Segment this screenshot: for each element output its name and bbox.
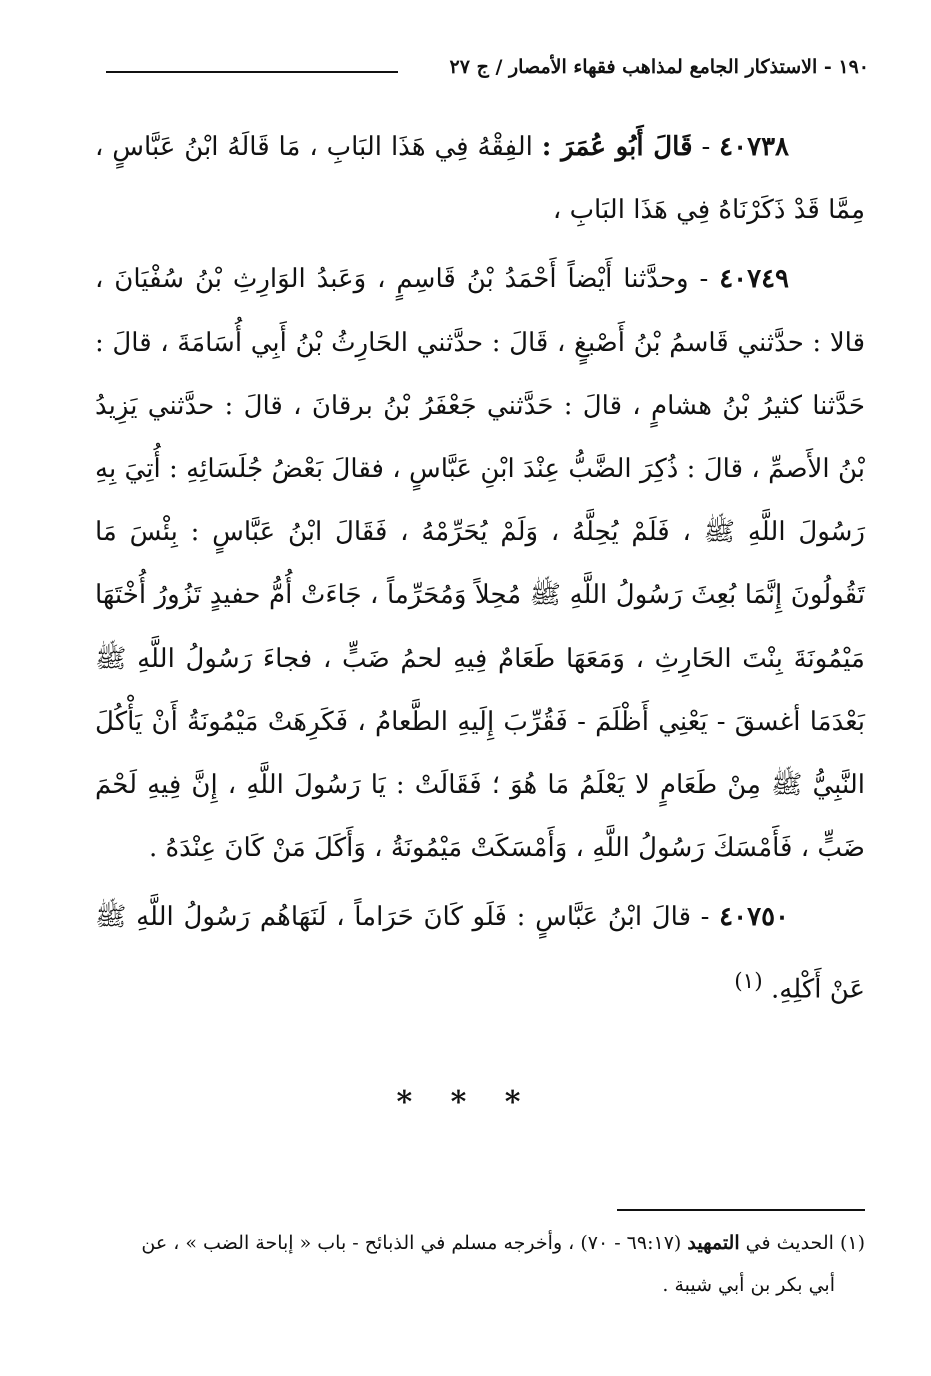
speaker-phrase: قَالَ أَبُو عُمَرَ : [541,132,693,162]
paragraph-number: ٤٠٧٥٠ [719,902,789,933]
paragraph-40749 [95,248,865,880]
number-dash: - [692,132,711,162]
number-dash: - [691,902,710,933]
paragraph-number: ٤٠٧٣٨ [719,132,789,162]
paragraph-40750 [95,886,865,1021]
footnote-text-rest: (٦٩:١٧ - ٧٠) ، وأخرجه مسلم في الذبائح - باب « إباحة الضب » ، عن [141,1232,682,1254]
paragraph-text: الفِقْهُ فِي هَذَا البَابِ ، مَا قَالَهُ ابْنُ عَبَّاسٍ ، مِمَّا قَدْ ذَكَرْنَاهُ فِي هَذَا البَابِ ، [95,132,865,226]
paragraph-text: وحدَّثنا أَيْضاً أَحْمَدُ بْنُ قَاسِمٍ ، وَعَبدُ الوَارِثِ بْنُ سُفْيَانَ ، قالا : حدَّثني قَاسمُ بْنُ أَصْبغٍ ، قَالَ : حدَّثني الحَارِثُ بْنُ أَبِي أُسَامَةَ ، قالَ : حَدَّثنا كثيرُ بْنُ هشامٍ ، قالَ : حَدَّثني جَعْفَرُ بْنُ برقانَ ، قالَ : حدَّثني يَزِيدُ بْنُ الأَصمِّ ، قالَ : ذُكِرَ الضَّبُّ عِنْدَ ابْنِ عَبَّاسٍ ، فقالَ بَعْضُ جُلَسَائِهِ : أُتِيَ بِهِ رَسُولَ اللَّهِ ﷺ ، فَلَمْ يُحِلَّهُ ، وَلَمْ يُحَرِّمْهُ ، فَقَالَ ابْنُ عَبَّاسٍ : بِئْسَ مَا تَقُولُونَ إِنَّمَا بُعِثَ رَسُولُ اللَّهِ ﷺ مُحِلاً وَمُحَرِّماً ، جَاءَتْ أُمُّ حفيدٍ تَزُورُ أُخْتَهَا مَيْمُونَةَ بِنْتَ الحَارِثِ ، وَمَعَهَا طَعَامٌ فِيهِ لحمُ ضَبٍّ ، فجاءَ رَسُولُ اللَّهِ ﷺ بَعْدَمَا أغسقَ - يَعْنِي أَظْلَمَ - فَقُرِّبَ إِلَيهِ الطَّعامُ ، فَكَرِهَتْ مَيْمُونَةُ أَنْ يَأْكُلَ النَّبِيُّ ﷺ مِنْ طَعَامٍ لا يَعْلَمُ مَا هُوَ ؛ فَقَالَتْ : يَا رَسُولَ اللَّهِ ، إِنَّ فِيهِ لَحْمَ ضَبٍّ ، فَأَمْسَكَ رَسُولُ اللَّهِ ، وَأَمْسَكَتْ مَيْمُونَةُ ، وَأَكَلَ مَنْ كَانَ عِنْدَهُ . [95,264,865,864]
footnote-line-1 [95,1222,865,1264]
footnote-line-2: أبي بكر بن أبي شيبة . [662,1274,835,1296]
footnote-marker: (١) [839,1232,865,1254]
number-dash: - [688,264,709,295]
footnote [95,1222,865,1306]
footnote-rule [617,1209,865,1211]
paragraph-40738 [95,116,865,242]
head-dash: - [817,56,832,78]
footnote-text-start: الحديث في [745,1232,834,1254]
paragraph-number: ٤٠٧٤٩ [719,264,790,295]
paragraph-text: قالَ ابْنُ عَبَّاسٍ : فَلَو كَانَ حَرَاماً ، لَنَهَاهُم رَسُولُ اللَّهِ ﷺ عَنْ أَكْلِهِ. [95,902,865,1005]
book-title: الاستذكار الجامع لمذاهب فقهاء الأمصار / ج ٢٧ [449,56,818,78]
section-separator: * * * [396,1085,535,1120]
header-rule [106,71,398,73]
page-number: ١٩٠ [838,56,869,78]
footnote-book-title: التمهيد [687,1232,740,1254]
main-text [95,116,865,1028]
running-head [369,52,869,82]
footnote-reference[interactable]: (١) [734,968,763,994]
